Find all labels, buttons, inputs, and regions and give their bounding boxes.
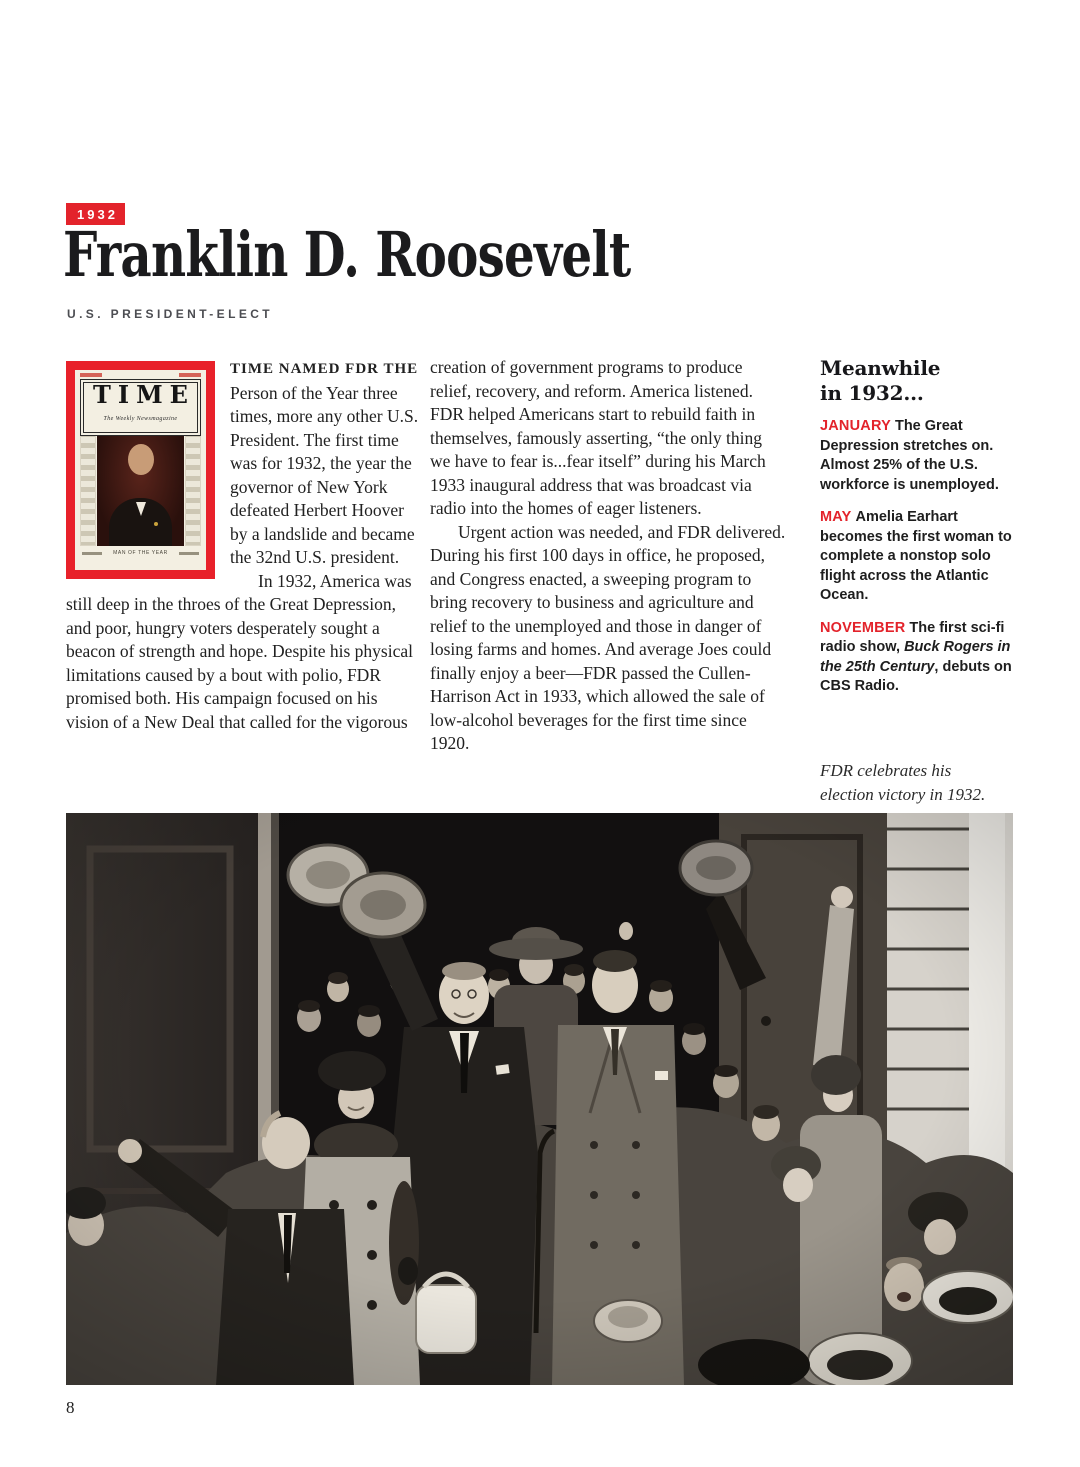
year-badge: 1932 — [66, 203, 125, 225]
portrait-face — [128, 444, 154, 475]
page-title: Franklin D. Roosevelt — [63, 218, 631, 291]
timeline-text-italic: Buck Rogers in the 25th Century — [820, 639, 1011, 675]
cover-ornament-left — [80, 432, 96, 546]
portrait-boutonniere — [154, 522, 158, 526]
article-column-1 — [66, 356, 422, 734]
cover-ornament-right — [185, 432, 201, 546]
fdr-cover-portrait — [97, 428, 184, 546]
timeline-text: , debuts on CBS Radio. — [820, 658, 1012, 694]
timeline-month: NOVEMBER — [820, 619, 906, 636]
timeline-entry-january — [820, 417, 1017, 495]
timeline-entry-may — [820, 508, 1017, 606]
page-subtitle: U.S. PRESIDENT-ELECT — [67, 307, 274, 321]
meanwhile-sidebar — [820, 356, 1017, 807]
election-photo — [66, 813, 1013, 1385]
time-tagline: The Weekly Newsmagazine — [103, 416, 178, 422]
cover-corner-text-right — [179, 373, 201, 377]
timeline-entry-november — [820, 619, 1017, 697]
paragraph: In 1932, America was still deep in the throes of the Great Depression, and poor, hungry voters desperately sought a beacon of strength and hope. Despite his physical limitations caused by a bout with polio, FDR promised both. His campaign focused on his vision of a New Deal that called for the vigorous — [66, 570, 413, 732]
timeline-text: The first sci-fi radio show, — [820, 619, 1005, 655]
photo-caption: FDR celebrates his election victory in 1932. — [820, 760, 986, 804]
page-number: 8 — [66, 1398, 75, 1417]
time-masthead — [80, 379, 201, 436]
time-cover-image — [66, 361, 215, 579]
time-logo: TIME — [93, 380, 195, 409]
paragraph: Urgent action was needed, and FDR delivered. During his first 100 days in office, he proposed, and Congress enacted, a sweeping program to bring recovery to business and agriculture and relief to the unemployed and those in danger of losing farms and homes. And average Joes could finally enjoy a beer—FDR passed the Cullen-Harrison Act in 1933, which allowed the sale of low-alcohol beverages for the first time since 1920. — [430, 521, 786, 753]
cover-man-of-the-year: MAN OF THE YEAR — [113, 549, 168, 556]
timeline-month: MAY — [820, 509, 852, 525]
cover-volume-text — [82, 552, 102, 555]
timeline-text: Amelia Earhart becomes the first woman to complete a nonstop solo flight across the Atlantic Ocean. — [820, 509, 1012, 603]
sidebar-heading: Meanwhile in 1932... — [820, 356, 941, 405]
timeline-text: The Great Depression stretches on. Almost 25% of the U.S. workforce is unemployed. — [820, 418, 999, 493]
article-column-2 — [430, 356, 786, 756]
election-photo-graphic — [66, 813, 1013, 1385]
timeline-month: JANUARY — [820, 418, 891, 434]
lead-in-text: TIME NAMED FDR THE — [230, 361, 419, 377]
cover-footer — [82, 542, 199, 566]
paragraph-text: Person of the Year three times, more any other U.S. President. The first time was for 1932, the year the governor of New York defeated Herbert Hoover by a landslide and became the 32nd U.S. president. — [230, 382, 419, 567]
cover-corner-text-left — [80, 373, 102, 377]
paragraph: creation of government programs to produce relief, recovery, and reform. America listened. FDR helped Americans start to rebuild faith in themselves, famously asserting, “the only thing we have to fear is...fear itself” during his March 1933 inaugural address that was broadcast via radio into the homes of eager listeners. — [430, 357, 766, 518]
cover-number-text — [179, 552, 199, 555]
